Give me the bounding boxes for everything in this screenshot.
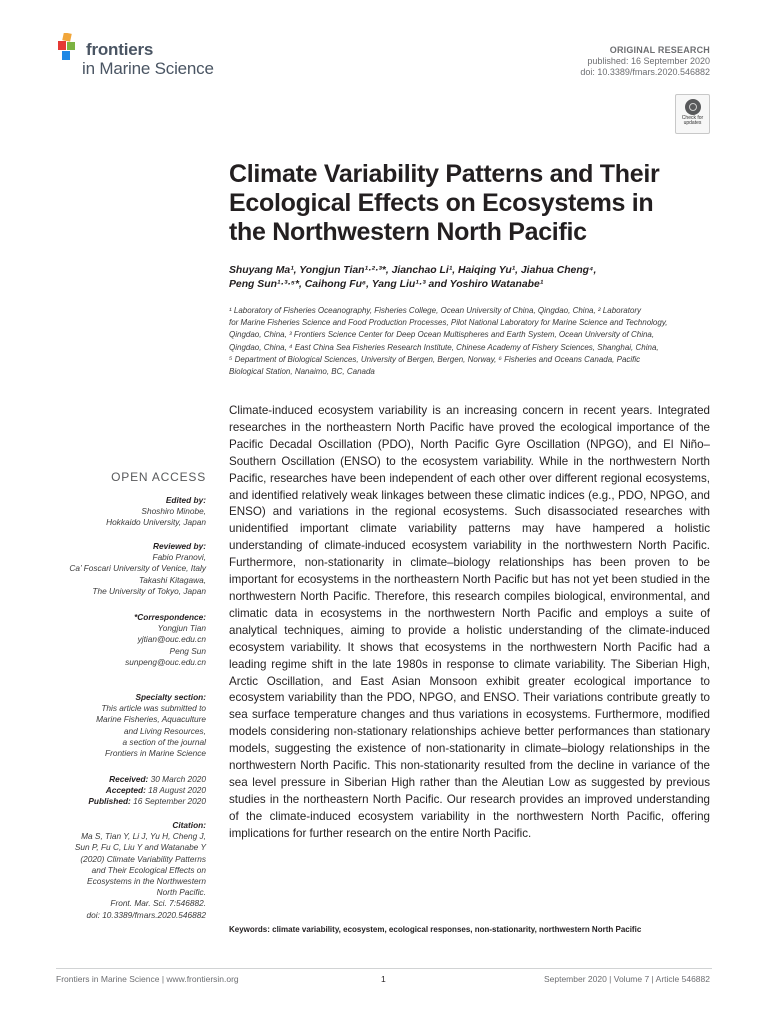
affiliation-line: ⁵ Department of Biological Sciences, University of Bergen, Bergen, Norway, ⁶ Fisheries and Oceans Canada, Pacific [229,354,641,364]
published-side-date: 16 September 2020 [133,796,206,807]
check-updates-icon [685,99,701,115]
reviewer-line: The University of Tokyo, Japan [92,585,206,596]
authors-line: Shuyang Ma¹, Yongjun Tian¹·²·³*, Jianchao Li¹, Haiqing Yu¹, Jiahua Cheng⁴, [229,265,597,276]
abstract: Climate-induced ecosystem variability is an increasing concern in recent years. Integrated researches in the northeastern North Pacific have proved the ecological importance of the Pacific Decadal Oscillation (PDO), North Pacific Gyre Oscillation (NPGO), and El Niño–Southern Oscillation (ENSO) to the ecosystem variability. While in the northwestern North Pacific, researches have been independent of each other over different regional ecosystems, and identified relatively weak linkages between these climatic indices (e.g., PDO, NPGO, and ENSO) and variations in the regional ecosystems. Such disassociated researches with unidentified important climate variability patterns may have hampered a holistic understanding of climate-induced ecosystem variability in the northwestern North Pacific. Furthermore, non-stationarity in climate–biology relationships has been proven to be important for ecosystems in the northeastern North Pacific but has not yet been studied in the northwestern North Pacific. Therefore, this research compiles biological, environmental, and climatic data in ecosystems in the northwestern North Pacific and employs a suite of analytical techniques, aiming to provide a holistic understanding of the climate-induced ecosystem variability. It shows that ecosystems in the northwestern North Pacific had a leading regime shift in the late 1980s in response to climate variability. The Siberian High, Arctic Oscillation, and East Asian Monsoon exhibit greater ecological importance to ecosystem variability than the PDO, NPGO, and ENSO. Their variations contribute greatly to sea surface temperature changes and thus variations in ecosystems. Furthermore, modified models considering non-stationary relationships achieve better performances than stationary models, suggesting the existence of non-stationarity in climate–biology relationships in the northwestern North Pacific. This non-stationarity resulted from the decline in variance of the sea level pressure in Siberian High rather than the Aleutian Low as suggested by previous studies in the northeastern North Pacific. Our research provides an improved understanding of the climate-induced ecosystem variability in the northwestern North Pacific, offering implications for further research on the entire North Pacific. [229,404,710,840]
article-type: ORIGINAL RESEARCH [609,45,710,55]
open-access-label: OPEN ACCESS [111,470,206,484]
citation-line: and Their Ecological Effects on [91,864,206,875]
specialty-line: This article was submitted to [101,703,206,714]
editor-line: Shoshiro Minobe, [141,506,206,517]
doi-link[interactable]: doi: 10.3389/fmars.2020.546882 [580,67,710,77]
reviewer-line: Ca’ Foscari University of Venice, Italy [69,563,206,574]
specialty-line: and Living Resources, [123,725,206,736]
citation-line: Front. Mar. Sci. 7:546882. [110,898,206,909]
title-line: the Northwestern North Pacific [229,218,587,246]
affiliation-line: Qingdao, China, ⁴ East China Sea Fisheries Research Institute, Chinese Academy of Fishery Sciences, Shanghai, China, [229,342,659,352]
affiliation-line: ¹ Laboratory of Fisheries Oceanography, Fisheries College, Ocean University of China, Qingdao, China, ² Laboratory [229,306,642,315]
badge-label-2: updates [683,120,702,126]
author-list [229,264,719,292]
title-line: Climate Variability Patterns and Their [229,160,660,188]
reviewer-line: Fabio Pranovi, [152,552,206,563]
citation-line: Ecosystems in the Northwestern [87,876,206,887]
published-label: Published: [88,796,131,807]
frontiers-logo-icon [56,33,82,61]
citation-line: Ma S, Tian Y, Li J, Yu H, Cheng J, [81,831,206,842]
footer-issue-info: September 2020 | Volume 7 | Article 546882 [543,974,710,984]
accepted-label: Accepted: [105,785,146,796]
keywords: Keywords: climate variability, ecosystem, ecological responses, non-stationarity, northwestern North Pacific [229,925,642,934]
affiliation-line: for Marine Fisheries Science and Food Production Processes, Pilot National Laboratory for Marine Science and Technology, [229,318,668,328]
received-date: 30 March 2020 [150,774,206,784]
footer-divider [56,968,712,969]
reviewed-by-section [36,541,206,597]
reviewed-by-label: Reviewed by: [152,541,206,551]
correspondence-label: *Correspondence: [134,612,206,622]
edited-by-section [36,495,206,529]
page-number: 1 [381,974,386,984]
affiliations [229,305,719,378]
citation-line: North Pacific. [156,887,206,898]
received-label: Received: [109,774,149,784]
reviewer-line: Takashi Kitagawa, [138,574,206,585]
citation-line: Sun P, Fu C, Liu Y and Watanabe Y [74,842,206,853]
citation-doi[interactable]: doi: 10.3389/fmars.2020.546882 [86,909,206,920]
specialty-line: Marine Fisheries, Aquaculture [96,714,206,725]
correspondence-section [36,612,206,668]
specialty-line: Frontiers in Marine Science [105,748,206,759]
correspondent-name: Yongjun Tian [157,623,206,634]
editor-line: Hokkaido University, Japan [106,517,206,528]
specialty-section [36,692,206,759]
affiliation-line: Biological Station, Nanaimo, BC, Canada [229,367,375,377]
citation-section [36,820,206,921]
dates-section [36,774,206,808]
accepted-date: 18 August 2020 [148,785,206,796]
footer-journal-link[interactable]: Frontiers in Marine Science | www.frontiersin.org [56,974,239,984]
published-date: published: 16 September 2020 [587,56,710,66]
specialty-label: Specialty section: [135,692,206,702]
affiliation-line: Qingdao, China, ³ Frontiers Science Center for Deep Ocean Multispheres and Earth System, Ocean University of China, [229,330,655,340]
article-title [229,160,719,247]
article-meta [580,45,710,78]
logo-wordmark: frontiers [86,40,154,59]
specialty-line: a section of the journal [122,736,206,747]
correspondent-email[interactable]: sunpeng@ouc.edu.cn [125,656,206,667]
correspondent-name: Peng Sun [169,645,206,656]
citation-line: (2020) Climate Variability Patterns [80,853,206,864]
authors-line: Peng Sun¹·³·⁵*, Caihong Fu⁶, Yang Liu¹·³ and Yoshiro Watanabe¹ [229,279,544,290]
journal-name: in Marine Science [82,59,214,78]
check-for-updates-badge[interactable] [675,94,710,134]
citation-label: Citation: [172,820,206,830]
edited-by-label: Edited by: [165,495,206,505]
badge-label-1: Check for [681,115,704,121]
correspondent-email[interactable]: yjtian@ouc.edu.cn [137,634,206,645]
title-line: Ecological Effects on Ecosystems in [229,189,654,217]
